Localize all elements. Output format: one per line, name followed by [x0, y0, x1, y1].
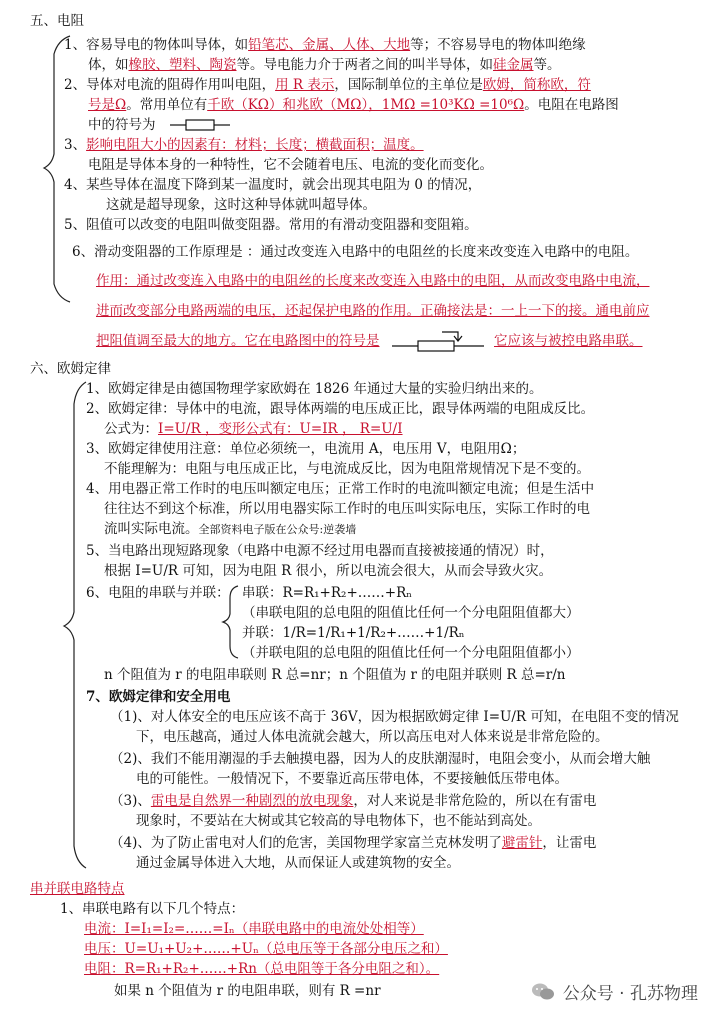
s5-item-1-cont: 体，如橡胶、塑料、陶瓷等。导电能力介于两者之间的叫半导体，如硅金属等。	[88, 57, 561, 73]
s6-item-7-1-cont: 下，电压越高，通过人体电流就会越大，所以高压电对人体来说是非常危险的。	[136, 729, 609, 745]
s6-item-6-brace	[220, 584, 242, 660]
s5-item-6-symbol-line: 把阻值调至最大的地方。它在电路图中的符号是	[96, 333, 380, 349]
s6-item-4-cont: 往往达不到这个标准，所以用电器实际工作时的电压叫实际电压，实际工作时的电	[104, 501, 590, 517]
s5-item-3: 3、影响电阻大小的因素有：材料；长度；横截面积；温度。	[64, 137, 424, 153]
s6-item-3: 3、欧姆定律使用注意：单位必须统一，电流用 A，电压用 V，电阻用Ω；	[86, 441, 526, 457]
s7-voltage: 电压：U=U₁+U₂+……+Uₙ（总电压等于各部分电压之和）	[84, 941, 448, 957]
s6-item-5: 5、当电路出现短路现象（电路中电源不经过用电器而直接被接通的情况）时，	[86, 543, 554, 559]
s6-item-3-cont: 不能理解为：电阻与电压成正比，与电流成反比，因为电阻常规情况下是不变的。	[104, 461, 590, 477]
s6-item-6: 6、电阻的串联与并联：	[86, 585, 230, 601]
s6-item-2-formula: 公式为：I=U/R ，变形公式有：U=IR ， R=U/I	[104, 421, 403, 437]
s6-series-formula: 串联：R=R₁+R₂+……+Rₙ	[242, 585, 413, 601]
s7-n-resistors: 如果 n 个阻值为 r 的电阻串联，则有 R =nr	[114, 983, 381, 999]
s5-item-6-effect: 作用：通过改变连入电路中的电阻丝的长度来改变连入电路中的电阻，从而改变电路中电流，	[96, 273, 650, 289]
s6-item-7-2-cont: 电的可能性。一般情况下，不要靠近高压带电体，不要接触低压带电体。	[136, 771, 568, 787]
s6-item-1: 1、欧姆定律是由德国物理学家欧姆在 1826 年通过大量的实验归纳出来的。	[86, 381, 543, 397]
section-7-title: 串并联电路特点	[30, 881, 125, 897]
rheostat-symbol-icon	[392, 328, 484, 352]
s6-item-7: 7、欧姆定律和安全用电	[86, 689, 231, 705]
s5-item-6-effect-cont: 进而改变部分电路两端的电压，还起保护电路的作用。正确接法是：一上一下的接。通电前应	[96, 303, 650, 319]
s6-n-resistors: n 个阻值为 r 的电阻串联则 R 总=nr；n 个阻值为 r 的电阻并联则 R 总=r/n	[104, 667, 566, 683]
s6-series-note: （串联电阻的总电阻的阻值比任何一个分电阻阻值都大）	[242, 605, 580, 621]
s6-item-7-3: （3)、雷电是自然界一种剧烈的放电现象，对人来说是非常危险的，所以在有雷电	[110, 793, 597, 809]
s7-resistance: 电阻：R=R₁+R₂+……+Rn（总电阻等于各分电阻之和）。	[84, 961, 440, 977]
s5-item-2-cont: 号是Ω。常用单位有千欧（KΩ）和兆欧（MΩ），1MΩ =10³KΩ =10⁶Ω。电阻在电路图	[88, 97, 619, 113]
s6-item-7-4-cont: 通过金属导体进入大地，从而保证人或建筑物的安全。	[136, 855, 460, 871]
resistor-symbol-icon	[170, 118, 230, 132]
section-5-brace	[36, 34, 76, 304]
section-6-title: 六、欧姆定律	[30, 361, 111, 377]
s6-item-4-cont2: 流叫实际电流。全部资料电子版在公众号:逆袭墙	[104, 521, 357, 537]
s7-item-1: 1、串联电路有以下几个特点：	[60, 901, 245, 917]
s5-item-4-cont: 这就是超导现象，这时这种导体就叫超导体。	[106, 197, 376, 213]
s6-item-7-4: （4)、为了防止雷电对人们的危害，美国物理学家富兰克林发明了避雷针，让雷电	[110, 835, 597, 851]
s6-item-7-2: （2)、我们不能用潮湿的手去触摸电器，因为人的皮肤潮湿时，电阻会变小，从而会增大触	[110, 751, 651, 767]
wechat-footer	[531, 979, 698, 1004]
s5-item-2: 2、导体对电流的阻碍作用叫电阻，用 R 表示，国际制单位的主单位是欧姆，简称欧，符	[64, 77, 591, 93]
s6-parallel-note: （并联电阻的总电阻的阻值比任何一个分电阻阻值都小）	[242, 645, 580, 661]
s6-item-7-3-cont: 现象时，不要站在大树或其它较高的导电物体下，也不能站到高处。	[136, 813, 541, 829]
s6-parallel-formula: 并联：1/R=1/R₁+1/R₂+……+1/Rₙ	[242, 625, 465, 641]
section-5-title: 五、电阻	[30, 13, 84, 29]
s5-item-6: 6、滑动变阻器的工作原理是 ：通过改变连入电路中的电阻丝的长度来改变连入电路中的电阻。	[72, 244, 639, 260]
s7-current: 电流：I=I₁=I₂=……=Iₙ（串联电路中的电流处处相等）	[84, 921, 424, 937]
s6-item-5-cont: 根据 I=U/R 可知，因为电阻 R 很小，所以电流会很大，从而会导致火灾。	[104, 563, 553, 579]
s5-item-1: 1、容易导电的物体叫导体，如铅笔芯、金属、人体、大地等；不容易导电的物体叫绝缘	[64, 37, 586, 53]
s5-item-4: 4、某些导体在温度下降到某一温度时，就会出现其电阻为 0 的情况，	[64, 177, 482, 193]
s5-item-6-series: 它应该与被控电路串联。	[494, 333, 643, 349]
s6-item-4: 4、用电器正常工作时的电压叫额定电压；正常工作时的电流叫额定电流；但是生活中	[86, 481, 595, 497]
s6-item-7-1: （1)、对人体安全的电压应该不高于 36V，因为根据欧姆定律 I=U/R 可知，在电阻不变的情况	[110, 709, 679, 725]
s5-item-2-symbol-line: 中的符号为	[88, 117, 156, 133]
footer-text: 公众号 · 孔苏物理	[562, 984, 698, 1004]
s5-item-3-cont: 电阻是导体本身的一种特性，它不会随着电压、电流的变化而变化。	[88, 157, 493, 173]
s5-item-5: 5、阻值可以改变的电阻叫做变阻器。常用的有滑动变阻器和变阻箱。	[64, 217, 478, 233]
s6-item-2: 2、欧姆定律：导体中的电流，跟导体两端的电压成正比，跟导体两端的电阻成反比。	[86, 401, 595, 417]
wechat-icon	[531, 982, 555, 1002]
